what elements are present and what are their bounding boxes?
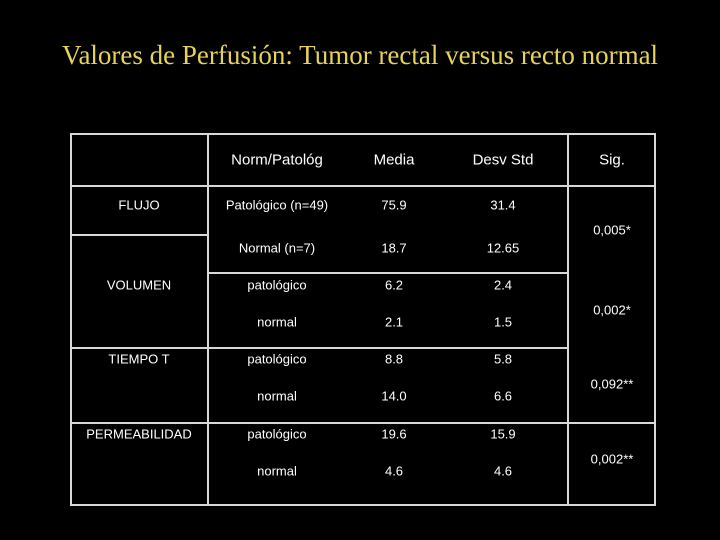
table-divider	[207, 272, 567, 274]
table-divider	[207, 422, 656, 424]
flujo-normal-media: 18.7	[381, 240, 407, 256]
permeabilidad-patologico-label: patológico	[247, 426, 307, 442]
row-label-flujo: FLUJO	[118, 197, 160, 213]
slide-title: Valores de Perfusión: Tumor rectal versus recto normal	[61, 40, 659, 70]
tiempo-patologico-desv: 5.8	[493, 351, 513, 367]
table-divider	[72, 234, 207, 236]
permeabilidad-patologico-media: 19.6	[381, 426, 407, 442]
tiempo-sig: 0,092**	[590, 376, 634, 392]
volumen-sig: 0,002*	[593, 302, 631, 318]
flujo-patologico-media: 75.9	[381, 197, 407, 213]
header-sig: Sig.	[599, 151, 625, 169]
volumen-patologico-label: patológico	[247, 277, 307, 293]
permeabilidad-patologico-desv: 15.9	[490, 426, 516, 442]
tiempo-patologico-media: 8.8	[384, 351, 404, 367]
header-norm-patolog: Norm/Patológ	[231, 151, 323, 169]
perfusion-table	[70, 133, 656, 506]
row-label-tiempo-t: TIEMPO T	[108, 351, 170, 367]
volumen-patologico-media: 6.2	[384, 277, 404, 293]
row-label-permeabilidad: PERMEABILIDAD	[86, 426, 192, 442]
flujo-sig: 0,005*	[593, 222, 631, 238]
volumen-patologico-desv: 2.4	[493, 277, 513, 293]
header-media: Media	[373, 151, 415, 169]
flujo-normal-desv: 12.65	[486, 240, 520, 256]
tiempo-normal-media: 14.0	[381, 388, 407, 404]
volumen-normal-media: 2.1	[384, 314, 404, 330]
row-label-volumen: VOLUMEN	[106, 277, 172, 293]
volumen-normal-desv: 1.5	[493, 314, 513, 330]
permeabilidad-normal-label: normal	[257, 463, 297, 479]
table-divider	[207, 135, 209, 506]
volumen-normal-label: normal	[257, 314, 297, 330]
table-divider	[567, 135, 569, 506]
permeabilidad-normal-desv: 4.6	[493, 463, 513, 479]
flujo-patologico-desv: 31.4	[490, 197, 516, 213]
tiempo-normal-desv: 6.6	[493, 388, 513, 404]
table-divider	[207, 347, 567, 349]
header-desv-std: Desv Std	[472, 151, 534, 169]
tiempo-normal-label: normal	[257, 388, 297, 404]
table-divider	[72, 185, 656, 187]
tiempo-patologico-label: patológico	[247, 351, 307, 367]
permeabilidad-sig: 0,002**	[590, 451, 634, 467]
table-divider	[72, 422, 207, 424]
flujo-patologico-label: Patológico (n=49)	[225, 197, 329, 213]
permeabilidad-normal-media: 4.6	[384, 463, 404, 479]
flujo-normal-label: Normal (n=7)	[238, 240, 316, 256]
table-divider	[72, 347, 207, 349]
